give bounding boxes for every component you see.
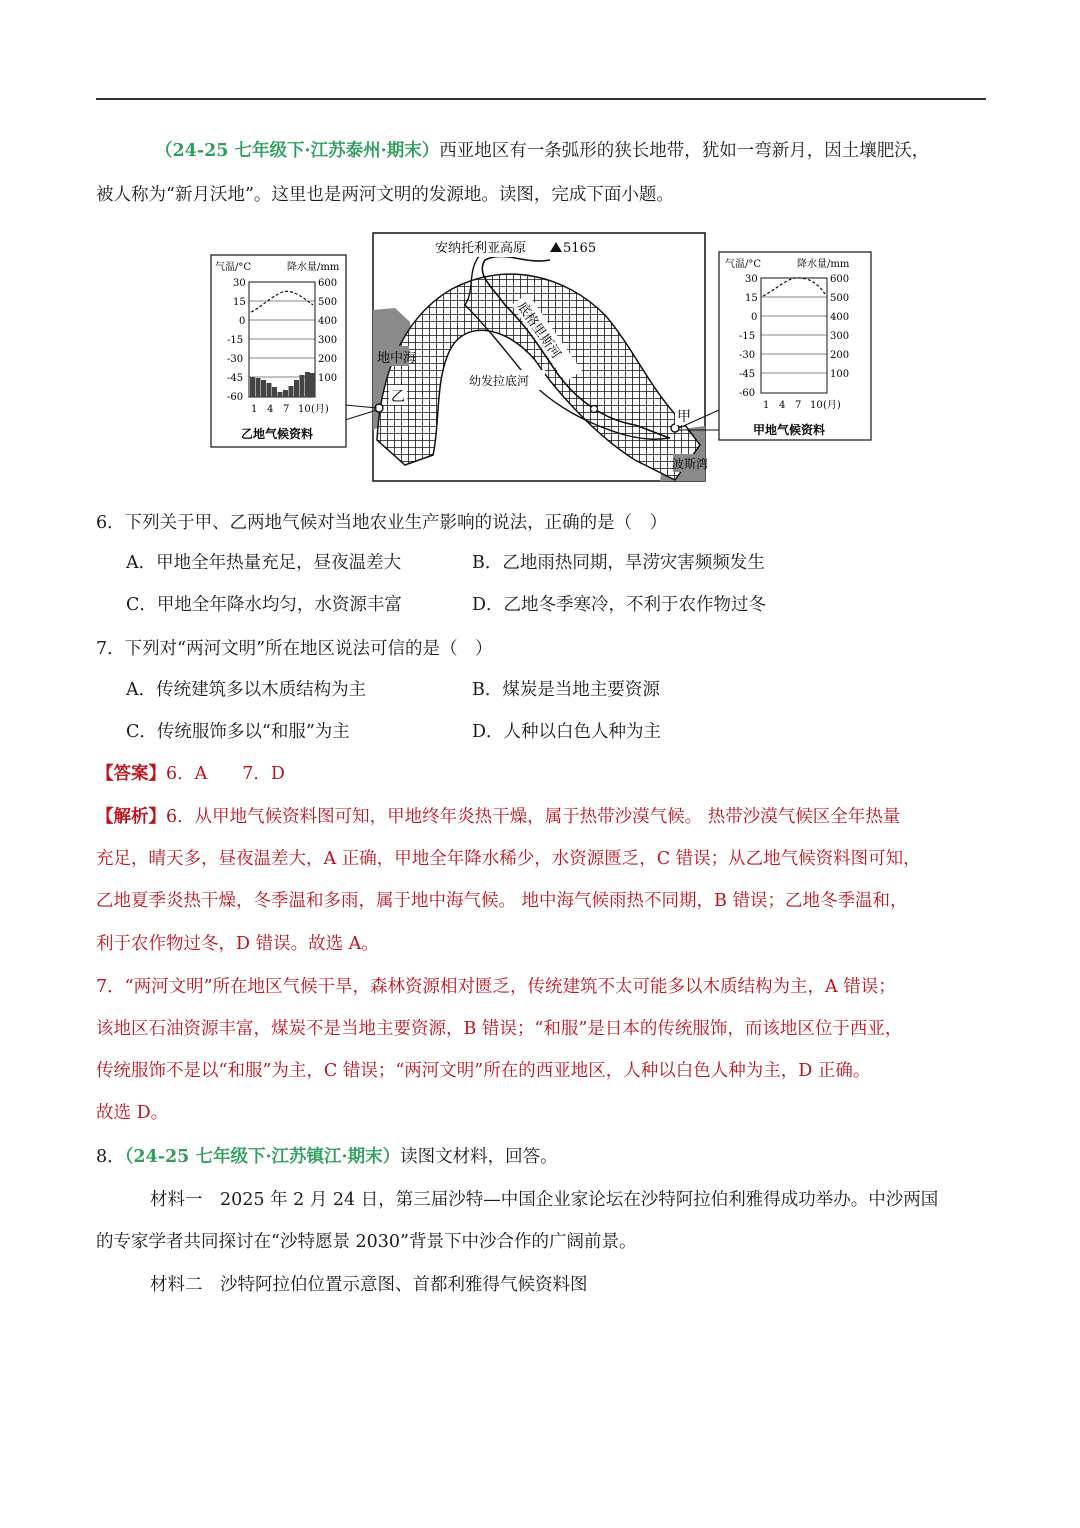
svg-text:400: 400 bbox=[830, 312, 850, 323]
analysis-line-3: 乙地夏季炎热干燥，冬季温和多雨，属于地中海气候。 地中海气候雨热不同期，B 错误；乙地冬季温和， bbox=[96, 891, 908, 911]
peak-elevation: 5165 bbox=[563, 241, 597, 256]
svg-text:-60: -60 bbox=[227, 392, 244, 403]
answer-text: 6．A 7．D bbox=[166, 764, 285, 784]
svg-text:7: 7 bbox=[795, 400, 802, 411]
svg-text:(月): (月) bbox=[311, 404, 329, 415]
question-intro-line1 bbox=[155, 140, 929, 162]
svg-text:300: 300 bbox=[318, 335, 338, 346]
svg-text:-45: -45 bbox=[739, 369, 756, 380]
plateau-label: 安纳托利亚高原 bbox=[435, 241, 527, 256]
analysis-text-1: 6．从甲地气候资料图可知，甲地终年炎热干燥，属于热带沙漠气候。 热带沙漠气候区全年热量 bbox=[166, 807, 901, 827]
analysis-line-1 bbox=[96, 806, 900, 828]
svg-text:-15: -15 bbox=[227, 335, 244, 346]
intro-text: 西亚地区有一条弧形的狭长地带，犹如一弯新月，因土壤肥沃， bbox=[439, 141, 930, 161]
q8-number: 8． bbox=[96, 1147, 125, 1167]
svg-text:1: 1 bbox=[763, 400, 770, 411]
q7-option-d[interactable]: D．人种以白色人种为主 bbox=[472, 722, 662, 742]
analysis-line-2: 充足，晴天多，昼夜温差大，A 正确，甲地全年降水稀少，水资源匮乏，C 错误；从乙地气候资料图可知， bbox=[96, 849, 921, 869]
svg-text:400: 400 bbox=[318, 316, 338, 327]
q6-option-b[interactable]: B．乙地雨热同期，旱涝灾害频频发生 bbox=[472, 553, 765, 573]
svg-text:200: 200 bbox=[830, 350, 850, 361]
svg-text:10: 10 bbox=[298, 404, 311, 415]
q6-option-d[interactable]: D．乙地冬季寒冷，不利于农作物过冬 bbox=[472, 595, 767, 615]
q6-stem: 6．下列关于甲、乙两地气候对当地农业生产影响的说法，正确的是（ ） bbox=[96, 513, 668, 533]
svg-text:10: 10 bbox=[810, 400, 823, 411]
q8-source-tag: （24-25 七年级下·江苏镇江·期末） bbox=[124, 1147, 401, 1167]
svg-text:100: 100 bbox=[830, 369, 850, 380]
q7-stem: 7．下列对“两河文明”所在地区说法可信的是（ ） bbox=[96, 639, 493, 659]
q8-header bbox=[96, 1146, 558, 1168]
answer-label: 【答案】 bbox=[96, 764, 166, 784]
q6-option-a[interactable]: A．甲地全年热量充足，昼夜温差大 bbox=[126, 553, 402, 573]
q6-option-c[interactable]: C．甲地全年降水均匀，水资源丰富 bbox=[126, 595, 402, 615]
header-rule bbox=[96, 98, 986, 100]
material-one-line-1: 材料一 2025 年 2 月 24 日，第三届沙特—中国企业家论坛在沙特阿拉伯利雅得成功举办。中沙两国 bbox=[150, 1190, 939, 1210]
q7-option-a[interactable]: A．传统建筑多以木质结构为主 bbox=[126, 680, 367, 700]
jia-chart-caption: 甲地气候资料 bbox=[753, 423, 826, 437]
analysis-line-4: 利于农作物过冬，D 错误。故选 A。 bbox=[96, 934, 379, 954]
euphrates-label: 幼发拉底河 bbox=[469, 374, 530, 388]
crescent-map-figure bbox=[205, 230, 875, 485]
q7-option-b[interactable]: B．煤炭是当地主要资源 bbox=[472, 680, 660, 700]
svg-text:15: 15 bbox=[745, 293, 758, 304]
svg-text:100: 100 bbox=[318, 373, 338, 384]
svg-text:-60: -60 bbox=[739, 388, 756, 399]
jia-precip-axis-label: 降水量/mm bbox=[797, 259, 850, 270]
svg-text:300: 300 bbox=[830, 331, 850, 342]
svg-text:1: 1 bbox=[251, 404, 258, 415]
material-one-line-2: 的专家学者共同探讨在“沙特愿景 2030”背景下中沙合作的广阔前景。 bbox=[96, 1232, 637, 1252]
analysis-line-6: 该地区石油资源丰富，煤炭不是当地主要资源，B 错误；“和服”是日本的传统服饰，而该地区位于西亚， bbox=[96, 1019, 903, 1039]
point-yi-label: 乙 bbox=[391, 389, 405, 405]
yi-temp-axis-label: 气温/°C bbox=[215, 262, 252, 273]
jia-climate-chart bbox=[719, 252, 871, 440]
yi-climate-chart bbox=[211, 255, 346, 447]
svg-text:-15: -15 bbox=[739, 331, 756, 342]
answer-line bbox=[96, 763, 285, 785]
q8-instruction: 读图文材料，回答。 bbox=[400, 1147, 558, 1167]
analysis-line-7: 传统服饰不是以“和服”为主，C 错误；“两河文明”所在的西亚地区，人种以白色人种为主，D 正确。 bbox=[96, 1061, 871, 1081]
material-two: 材料二 沙特阿拉伯位置示意图、首都利雅得气候资料图 bbox=[150, 1275, 588, 1295]
yi-precip-axis-label: 降水量/mm bbox=[287, 262, 340, 273]
svg-text:-45: -45 bbox=[227, 373, 244, 384]
svg-text:(月): (月) bbox=[823, 400, 841, 411]
jia-temp-axis-label: 气温/°C bbox=[725, 259, 762, 270]
question-intro-line2: 被人称为“新月沃地”。这里也是两河文明的发源地。读图，完成下面小题。 bbox=[96, 185, 674, 205]
svg-text:4: 4 bbox=[779, 400, 786, 411]
svg-text:600: 600 bbox=[318, 278, 338, 289]
svg-text:0: 0 bbox=[751, 312, 758, 323]
svg-text:500: 500 bbox=[830, 293, 850, 304]
source-tag: （24-25 七年级下·江苏泰州·期末） bbox=[155, 141, 440, 161]
svg-text:600: 600 bbox=[830, 274, 850, 285]
svg-text:500: 500 bbox=[318, 297, 338, 308]
svg-text:15: 15 bbox=[233, 297, 246, 308]
interior-marker bbox=[591, 406, 598, 413]
svg-text:7: 7 bbox=[283, 404, 290, 415]
svg-text:200: 200 bbox=[318, 354, 338, 365]
tigris-label: 底格里斯河 bbox=[513, 299, 564, 362]
yi-chart-caption: 乙地气候资料 bbox=[241, 427, 314, 441]
svg-text:4: 4 bbox=[267, 404, 274, 415]
analysis-line-8: 故选 D。 bbox=[96, 1103, 169, 1123]
svg-text:30: 30 bbox=[233, 278, 246, 289]
point-jia-marker bbox=[671, 424, 679, 432]
svg-text:30: 30 bbox=[745, 274, 758, 285]
analysis-label: 【解析】 bbox=[96, 807, 166, 827]
svg-text:-30: -30 bbox=[227, 354, 244, 365]
svg-text:0: 0 bbox=[239, 316, 246, 327]
mediterranean-label: 地中海 bbox=[377, 351, 417, 366]
persian-gulf-label: 波斯湾 bbox=[672, 457, 709, 471]
svg-text:-30: -30 bbox=[739, 350, 756, 361]
analysis-line-5: 7．“两河文明”所在地区气候干旱，森林资源相对匮乏，传统建筑不太可能多以木质结构为主，A 错误； bbox=[96, 977, 896, 997]
point-jia-label: 甲 bbox=[677, 409, 691, 425]
q7-option-c[interactable]: C．传统服饰多以“和服”为主 bbox=[126, 722, 350, 742]
